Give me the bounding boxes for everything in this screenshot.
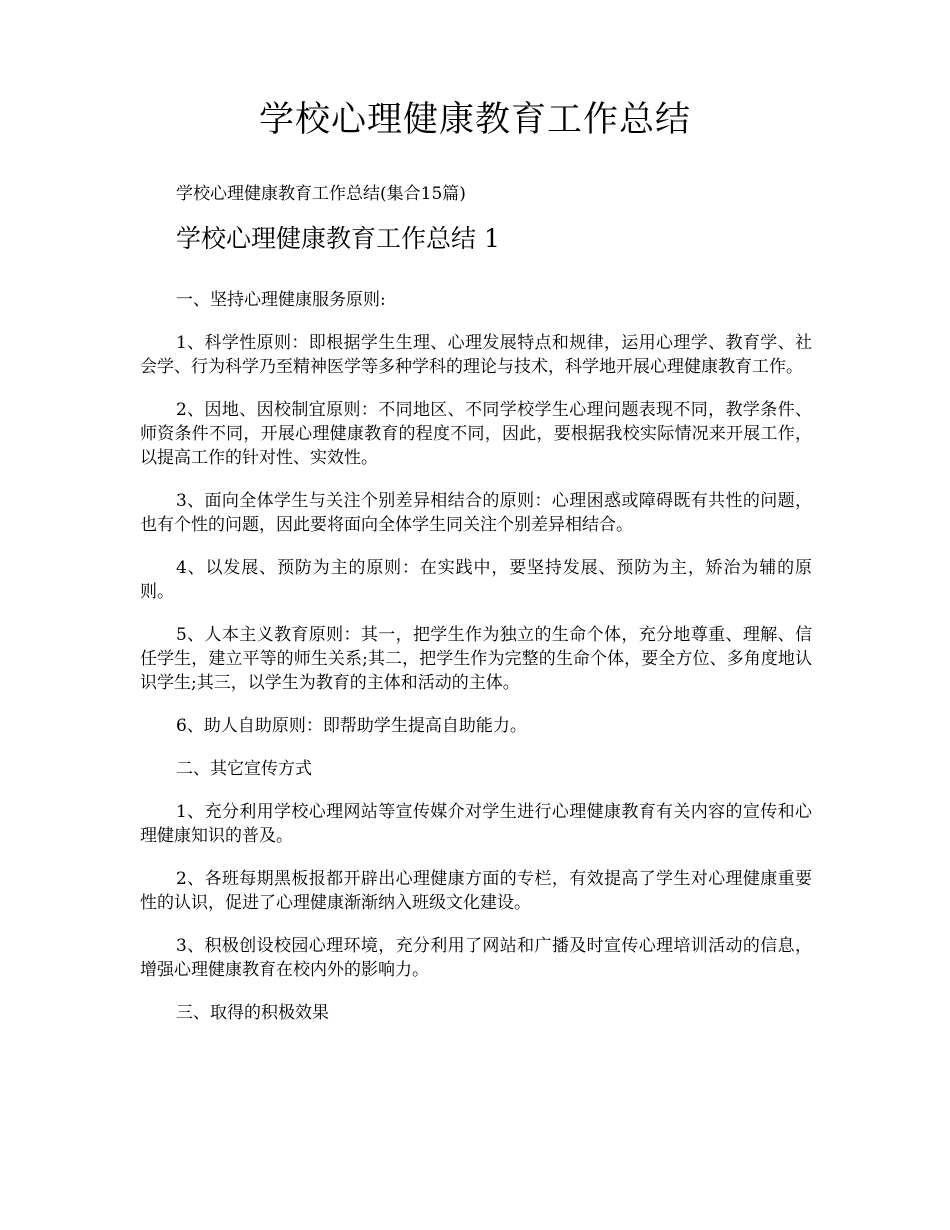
paragraph-self-help-principle: 6、助人自助原则：即帮助学生提高自助能力。 <box>176 716 527 736</box>
paragraph-website-publicity: 1、充分利用学校心理网站等宣传媒介对学生进行心理健康教育有关内容的宣传和心理健康知识的普及。 <box>140 802 812 846</box>
document-title: 学校心理健康教育工作总结 <box>258 100 691 140</box>
paragraph-whole-individual-principle: 3、面向全体学生与关注个别差异相结合的原则：心理困惑或障碍既有共性的问题，也有个性的问题，因此要将面向全体学生同关注个别差异相结合。 <box>140 491 812 535</box>
section-title: 学校心理健康教育工作总结 1 <box>176 224 500 253</box>
heading-publicity: 二、其它宣传方式 <box>176 759 312 779</box>
paragraph-prevention-principle: 4、以发展、预防为主的原则：在实践中，要坚持发展、预防为主，矫治为辅的原则。 <box>140 558 812 602</box>
heading-principles: 一、坚持心理健康服务原则: <box>176 290 386 310</box>
paragraph-blackboard-publicity: 2、各班每期黑板报都开辟出心理健康方面的专栏，有效提高了学生对心理健康重要性的认识，促进了心理健康渐渐纳入班级文化建设。 <box>140 869 812 913</box>
paragraph-humanistic-principle: 5、人本主义教育原则：其一，把学生作为独立的生命个体，充分地尊重、理解、信任学生，建立平等的师生关系;其二，把学生作为完整的生命个体，要全方位、多角度地认识学生;其三，以学生为教育的主体和活动的主体。 <box>140 625 812 693</box>
paragraph-local-principle: 2、因地、因校制宜原则：不同地区、不同学校学生心理问题表现不同，教学条件、师资条件不同，开展心理健康教育的程度不同，因此，要根据我校实际情况来开展工作，以提高工作的针对性、实效性。 <box>140 400 812 468</box>
document-subtitle: 学校心理健康教育工作总结(集合15篇) <box>176 184 466 204</box>
heading-results: 三、取得的积极效果 <box>176 1003 329 1023</box>
paragraph-campus-environment: 3、积极创设校园心理环境，充分利用了网站和广播及时宣传心理培训活动的信息，增强心理健康教育在校内外的影响力。 <box>140 936 812 980</box>
paragraph-scientific-principle: 1、科学性原则：即根据学生生理、心理发展特点和规律，运用心理学、教育学、社会学、行为科学乃至精神医学等多种学科的理论与技术，科学地开展心理健康教育工作。 <box>140 333 812 377</box>
document-body <box>140 182 812 1025</box>
